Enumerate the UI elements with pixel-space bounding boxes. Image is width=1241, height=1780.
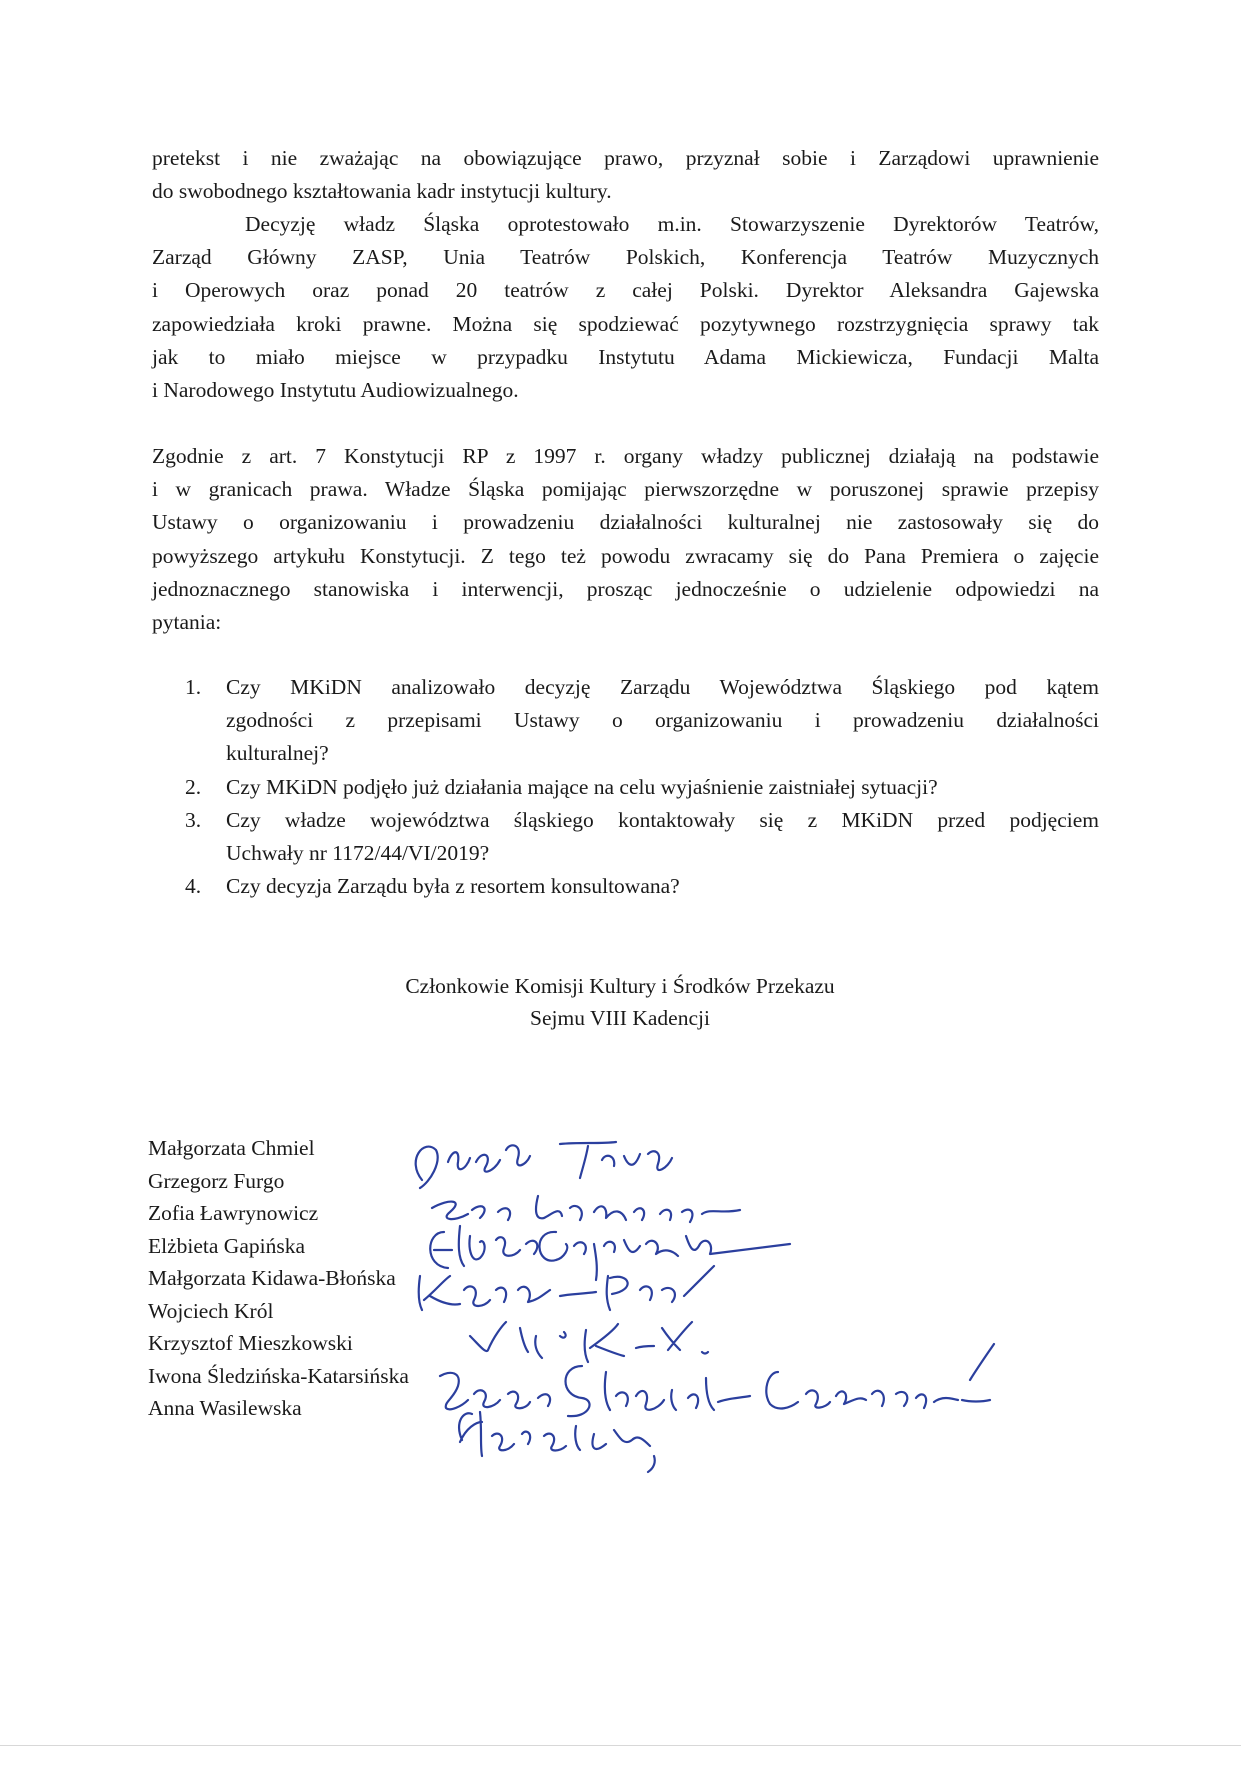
signature-furgo [416, 1142, 672, 1188]
text-line: jednoznacznego stanowiska i interwencji, prosząc jednocześnie o udzielenie odpowiedzi na [152, 576, 1099, 601]
text-line: kulturalnej? [226, 741, 329, 766]
text-line: pytania: [152, 610, 222, 635]
text-line: Czy MKiDN podjęło już działania mające na celu wyjaśnienie zaistniałej sytuacji? [226, 774, 938, 799]
question-item [152, 870, 1099, 903]
signature-kidawa [419, 1266, 714, 1310]
member-name: Anna Wasilewska [148, 1396, 302, 1420]
member-name: Elżbieta Gapińska [148, 1233, 306, 1258]
text-line: Czy decyzja Zarządu była z resortem konsultowana? [226, 874, 680, 899]
member-name: Zofia Ławrynowicz [148, 1201, 319, 1225]
question-number: 4. [185, 874, 202, 899]
text-line: jak to miało miejsce w przypadku Instytutu Adama Mickiewicza, Fundacji Malta [152, 344, 1099, 369]
text-line: do swobodnego kształtowania kadr instytucji kultury. [152, 179, 612, 204]
signature-gapinska [430, 1226, 790, 1280]
signoff-sejm: Sejmu VIII Kadencji [530, 1006, 710, 1030]
signature-lawrynowicz [432, 1196, 740, 1222]
signature-sledzinska [440, 1344, 994, 1416]
text-line: powyższego artykułu Konstytucji. Z tego też powodu zwracamy się do Pana Premiera o zajęcie [152, 543, 1099, 568]
paragraph-protest [152, 208, 1099, 407]
question-item [152, 804, 1099, 870]
question-item [152, 671, 1099, 771]
page-edge-line [0, 1745, 1241, 1746]
member-name: Grzegorz Furgo [148, 1168, 285, 1193]
text-line: Decyzję władz Śląska oprotestowało m.in. Stowarzyszenie Dyrektorów Teatrów, [245, 212, 1099, 236]
text-line: Czy władze województwa śląskiego kontaktowały się z MKiDN przed podjęciem [226, 807, 1099, 832]
member-name: Iwona Śledzińska-Katarsińska [148, 1363, 409, 1388]
text-line: Czy MKiDN analizowało decyzję Zarządu Województwa Śląskiego pod kątem [226, 675, 1099, 699]
paragraph-constitution [152, 440, 1099, 639]
member-name: Małgorzata Kidawa-Błońska [148, 1266, 396, 1290]
paragraph-continuation [152, 142, 1099, 208]
text-line: pretekst i nie zważając na obowiązujące prawo, przyznał sobie i Zarządowi uprawnienie [152, 146, 1099, 170]
member-name: Krzysztof Mieszkowski [148, 1331, 353, 1355]
signoff-block [300, 970, 940, 1034]
member-name: Wojciech Król [148, 1298, 274, 1323]
question-number: 3. [185, 807, 202, 832]
text-line: i Operowych oraz ponad 20 teatrów z całej Polski. Dyrektor Aleksandra Gajewska [152, 278, 1099, 303]
handwritten-signatures [410, 1140, 1130, 1780]
text-line: i w granicach prawa. Władze Śląska pomijając pierwszorzędne w poruszonej sprawie przepisy [152, 477, 1099, 502]
question-number: 2. [185, 774, 202, 799]
signature-krol [470, 1322, 708, 1362]
text-line: zapowiedziała kroki prawne. Można się spodziewać pozytywnego rozstrzygnięcia sprawy tak [152, 311, 1099, 336]
signoff-committee: Członkowie Komisji Kultury i Środków Przekazu [405, 974, 835, 998]
question-item [152, 771, 1099, 804]
text-line: zgodności z przepisami Ustawy o organizowaniu i prowadzeniu działalności [226, 708, 1099, 733]
text-line: Ustawy o organizowaniu i prowadzeniu działalności kulturalnej nie zastosowały się do [152, 510, 1099, 535]
text-line: Uchwały nr 1172/44/VI/2019? [226, 841, 490, 866]
text-line: Zarząd Główny ZASP, Unia Teatrów Polskich, Konferencja Teatrów Muzycznych [152, 245, 1099, 270]
members-list [148, 1132, 409, 1425]
questions-list [152, 671, 1099, 903]
question-number: 1. [185, 675, 202, 699]
signature-wasilewska [459, 1412, 655, 1472]
text-line: i Narodowego Instytutu Audiowizualnego. [152, 378, 519, 403]
member-name: Małgorzata Chmiel [148, 1136, 315, 1160]
text-line: Zgodnie z art. 7 Konstytucji RP z 1997 r. organy władzy publicznej działają na podstawie [152, 444, 1099, 468]
